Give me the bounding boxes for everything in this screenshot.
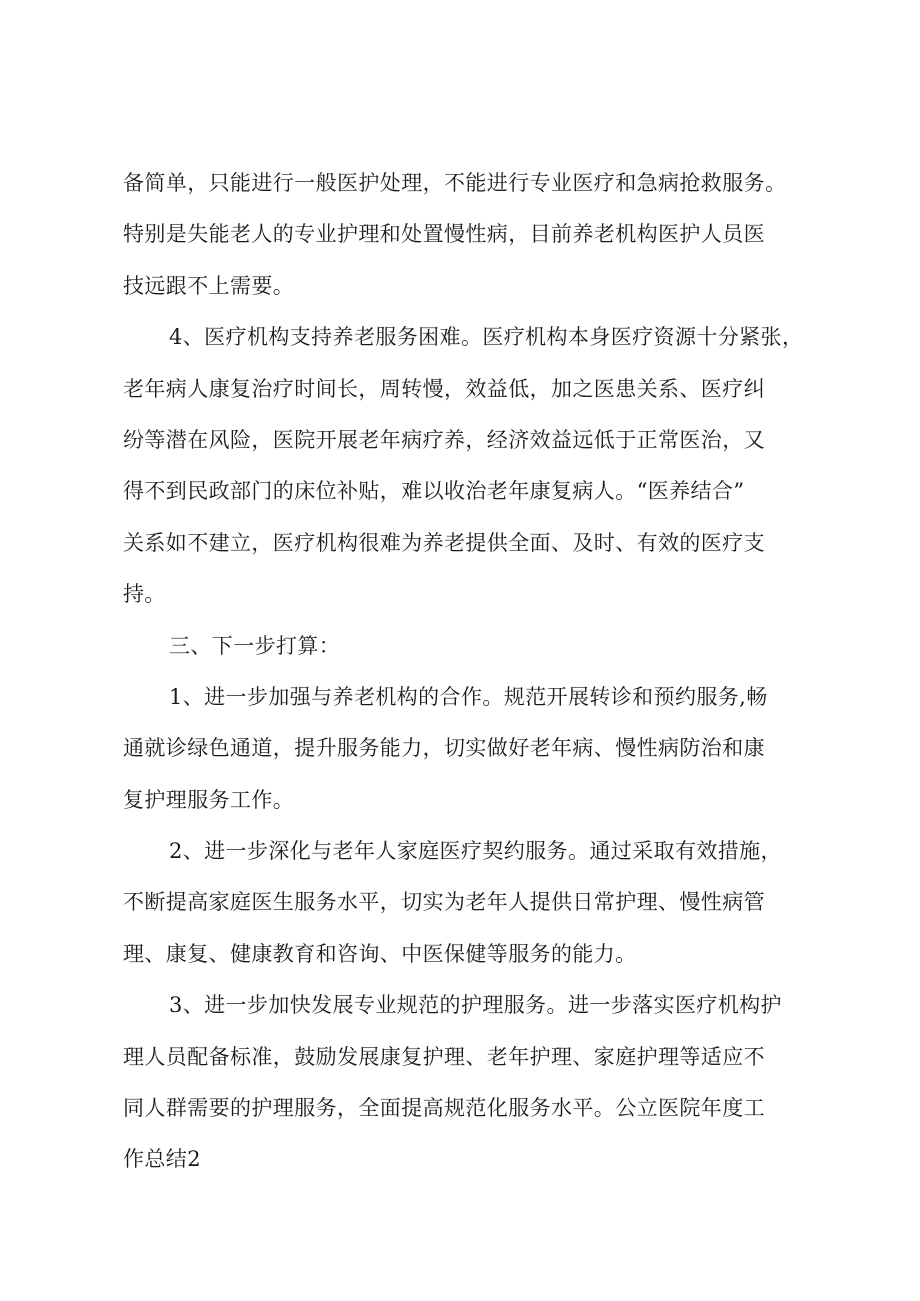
paragraph-start-line: 2、进一步深化与老年人家庭医疗契约服务。通过采取有效措施， — [169, 839, 782, 864]
text-line: 理、康复、健康教育和咨询、中医保健等服务的能力。 — [123, 941, 637, 966]
document-body — [123, 158, 843, 1186]
text-line: 得不到民政部门的床位补贴，难以收治老年康复病人。“医养结合” — [123, 479, 745, 504]
paragraph-start-line: 1、进一步加强与养老机构的合作。规范开展转诊和预约服务,畅 — [169, 684, 768, 709]
text-line: 理人员配备标准，鼓励发展康复护理、老年护理、家庭护理等适应不 — [123, 1044, 765, 1069]
text-line: 技远跟不上需要。 — [123, 273, 295, 298]
text-line: 不断提高家庭医生服务水平，切实为老年人提供日常护理、慢性病管 — [123, 890, 765, 915]
text-line: 特别是失能老人的专业护理和处置慢性病，目前养老机构医护人员医 — [123, 222, 765, 247]
text-line: 通就诊绿色通道，提升服务能力，切实做好老年病、慢性病防治和康 — [123, 736, 765, 761]
text-line: 备简单，只能进行一般医护处理，不能进行专业医疗和急病抢救服务。 — [123, 171, 787, 195]
text-line: 复护理服务工作。 — [123, 787, 295, 812]
text-line: 持。 — [123, 582, 166, 607]
section-heading: 三、下一步打算： — [169, 633, 341, 658]
text-line: 纷等潜在风险，医院开展老年病疗养，经济效益远低于正常医治，又 — [123, 427, 765, 452]
text-line: 作总结2 — [123, 1147, 201, 1172]
text-line: 老年病人康复治疗时间长，周转慢，效益低，加之医患关系、医疗纠 — [123, 376, 765, 401]
paragraph-start-line: 4、医疗机构支持养老服务困难。医疗机构本身医疗资源十分紧张， — [169, 325, 804, 350]
paragraph-start-line: 3、进一步加快发展专业规范的护理服务。进一步落实医疗机构护 — [169, 993, 782, 1018]
text-line: 关系如不建立，医疗机构很难为养老提供全面、及时、有效的医疗支 — [123, 530, 765, 555]
text-line: 同人群需要的护理服务，全面提高规范化服务水平。公立医院年度工 — [123, 1096, 765, 1121]
